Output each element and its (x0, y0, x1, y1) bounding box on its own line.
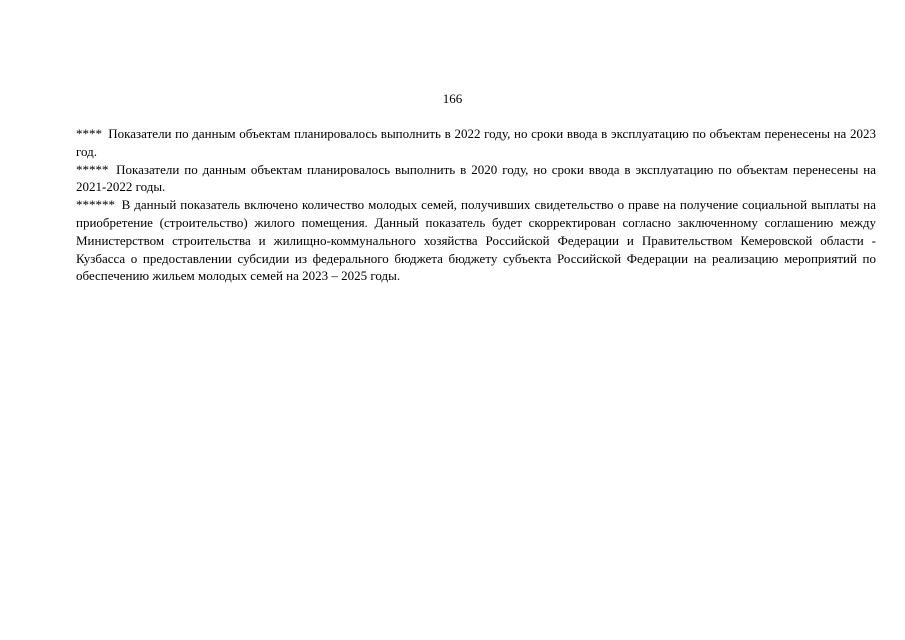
footnote-marker: **** (76, 126, 102, 141)
footnotes-block (76, 125, 876, 285)
footnote-text: Показатели по данным объектам планировалось выполнить в 2020 году, но сроки ввода в эксплуатацию по объектам перенесены на 2021-2022 годы. (76, 161, 877, 195)
footnote (76, 196, 876, 285)
footnote-text: Показатели по данным объектам планировалось выполнить в 2022 году, но сроки ввода в эксплуатацию по объектам перенесены на 2023 год. (76, 126, 876, 159)
page-number: 166 (442, 91, 463, 106)
footnote (76, 161, 876, 197)
footnote (76, 125, 876, 161)
footnote-marker: ****** (76, 197, 115, 213)
footnote-text: В данный показатель включено количество молодых семей, получивших свидетельство о праве на получение социальной выплаты на приобретение (строительство) жилого помещения. Данный показатель будет скорректирован согласно заключенному соглашению между Министерством строительства и жилищно-коммунального хозяйства Российской Федерации и Правительством Кемеровской области - Кузбасса о предоставлении субсидии из федерального бюджета бюджету субъекта Российской Федерации на реализацию мероприятий по обеспечению жильем молодых семей на 2023 – 2025 годы. (76, 197, 876, 284)
footnote-marker: ***** (76, 161, 109, 177)
